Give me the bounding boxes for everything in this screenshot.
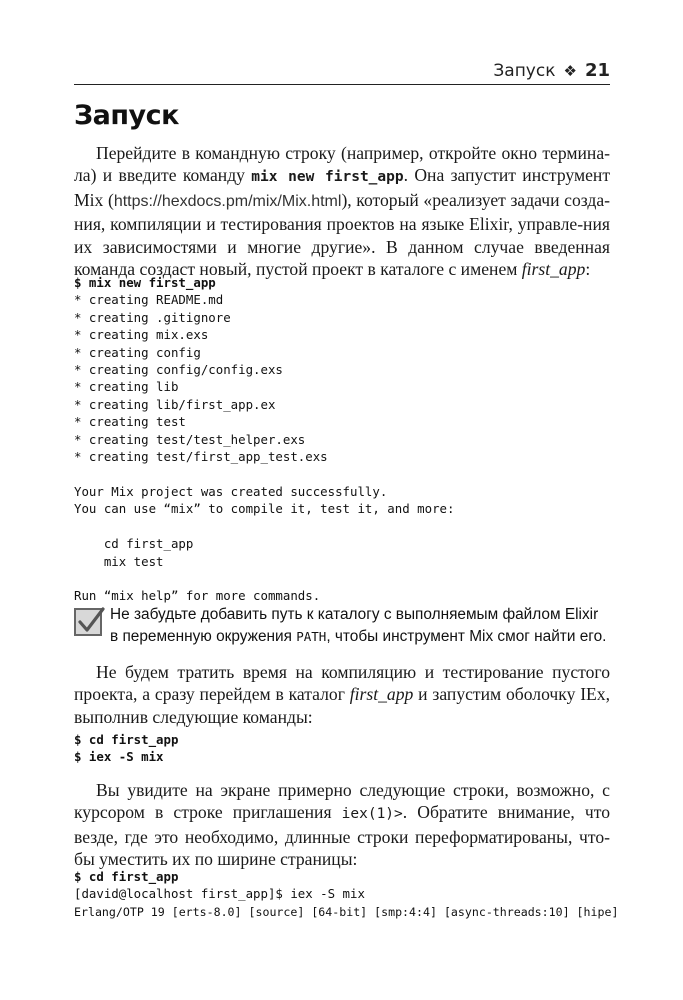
paragraph-text: Не будем тратить время на компиляцию и тестирование пустого проекта, а сразу перейдем в каталог (74, 662, 610, 705)
paragraph-text: . Она запустит инструмент Mix ( (74, 165, 611, 210)
paragraph-intro (74, 142, 610, 280)
paragraph-text: ), который «реализует задачи созда-ния, компиляции и тестирования проектов на языке Elixir, управле-ния их зависимостями и многие другие». В данном случае введенная команда создаст новый, пустой проект в каталоге с именем (74, 189, 610, 280)
code-line: * creating .gitignore (74, 309, 231, 325)
code-block-iex (74, 731, 634, 766)
code-command: $ iex -S mix (74, 749, 164, 765)
paragraph-text: Перейдите в командную строку (например, откройте окно термина-ла) и введите команду (74, 143, 610, 186)
code-line: Your Mix project was created successfully. (74, 483, 388, 499)
paragraph-iex-output (74, 779, 610, 871)
url-link[interactable]: https://hexdocs.pm/mix/Mix.html (113, 192, 342, 210)
inline-command: mix new first_app (251, 169, 404, 186)
checkbox-icon (74, 608, 102, 636)
code-line: * creating test (74, 414, 186, 430)
directory-name: first_app (521, 259, 586, 280)
code-line: * creating lib/first_app.ex (74, 396, 276, 412)
code-block-mix-new (74, 274, 634, 622)
iex-prompt: iex(1)> (341, 806, 403, 823)
code-line: * creating config (74, 344, 201, 360)
fleuron-icon: ❖ (563, 62, 577, 80)
note-text (110, 604, 610, 647)
code-line: * creating test/first_app_test.exs (74, 449, 328, 465)
code-line: You can use “mix” to compile it, test it, and more: (74, 501, 455, 517)
code-block-session (74, 868, 634, 921)
code-line: Run “mix help” for more commands. (74, 588, 321, 604)
running-title: Запуск (493, 61, 556, 81)
tip-note (74, 604, 634, 650)
page-number: 21 (584, 60, 610, 81)
code-line: * creating test/test_helper.exs (74, 431, 306, 447)
code-line: mix test (74, 553, 164, 569)
paragraph-cd (74, 661, 610, 728)
code-line: * creating README.md (74, 292, 224, 308)
section-title: Запуск (74, 100, 179, 131)
code-line: cd first_app (74, 536, 194, 552)
code-command: $ mix new first_app (74, 275, 216, 290)
code-command: $ cd first_app (74, 869, 179, 884)
running-header (74, 60, 610, 85)
code-command: $ cd first_app (74, 732, 179, 747)
code-line: Erlang/OTP 19 [erts-8.0] [source] [64-bit] [smp:4:4] [async-threads:10] [hipe] (74, 904, 619, 919)
directory-name: first_app (349, 684, 414, 705)
code-line: * creating mix.exs (74, 327, 209, 343)
paragraph-text: . Обратите внимание, что везде, где это необходимо, длинные строки переформатированы, что-бы уместить их по ширине страницы: (74, 802, 610, 870)
paragraph-text: : (585, 259, 591, 280)
paragraph-text: Вы увидите на экране примерно следующие строки, возможно, с курсором в строке приглашения (74, 780, 610, 823)
env-variable: PATH (296, 628, 327, 644)
code-line: * creating config/config.exs (74, 362, 283, 378)
note-text-part: , чтобы инструмент Mix смог найти его. (326, 627, 607, 645)
code-line: * creating lib (74, 379, 179, 395)
paragraph-text: и запустим оболочку IEx, выполнив следующие команды: (74, 684, 610, 727)
code-line: [david@localhost first_app]$ iex -S mix (74, 886, 365, 902)
note-text-part: Не забудьте добавить путь к каталогу с выполняемым файлом Elixir в переменную окружения (110, 606, 599, 645)
